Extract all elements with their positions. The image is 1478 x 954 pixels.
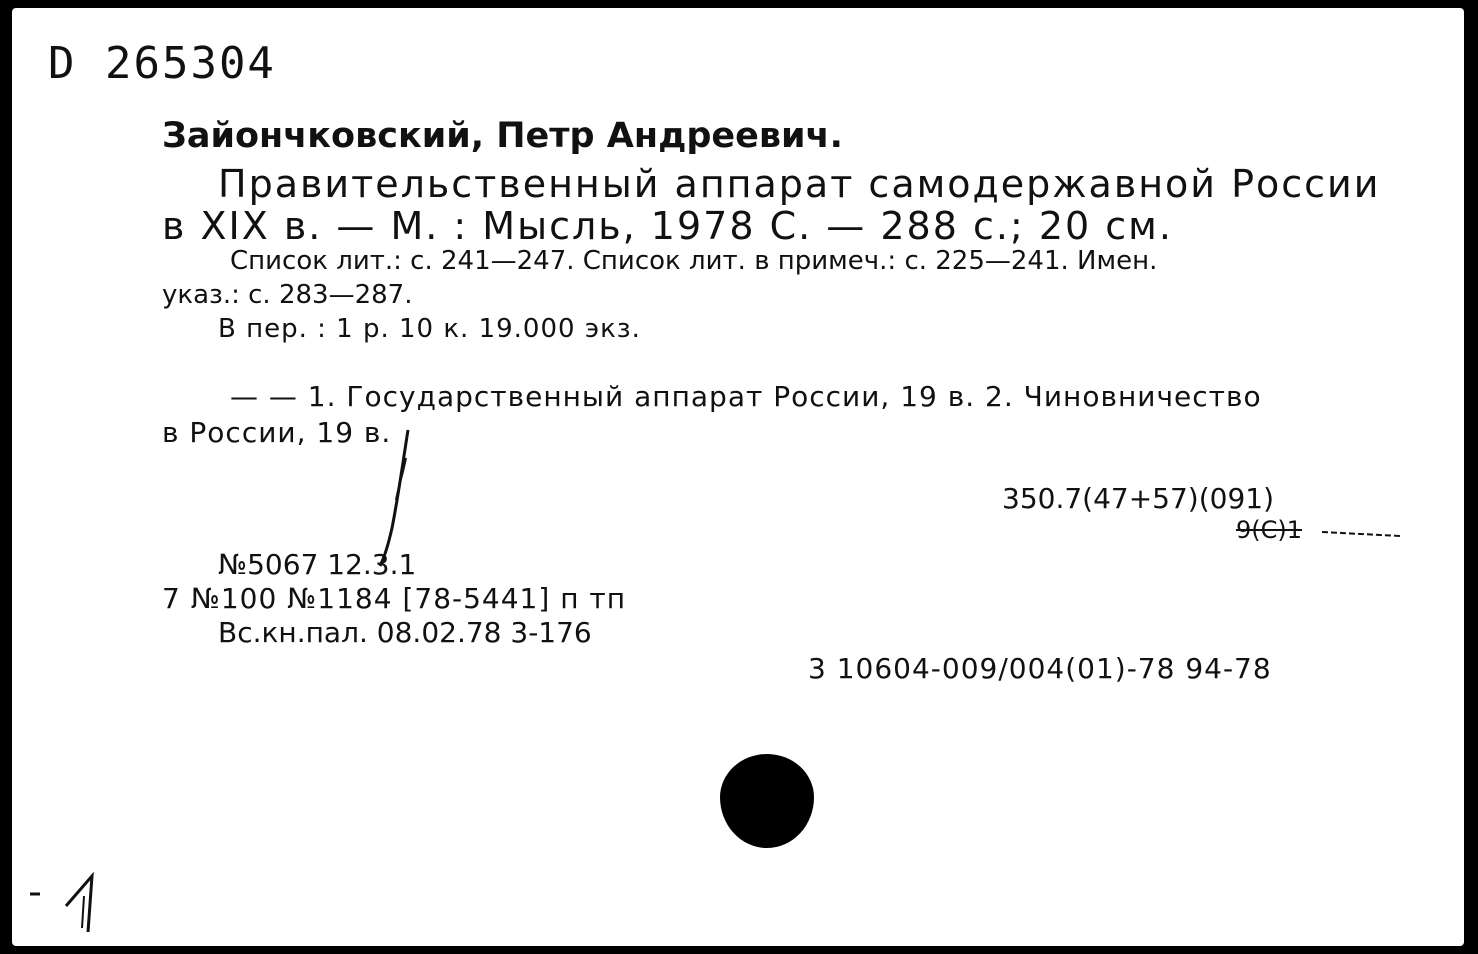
isbn-line: 3 10604-009/004(01)-78 94-78 [808, 652, 1272, 685]
handwritten-corner-mark [60, 866, 110, 936]
card-punch-hole [720, 754, 814, 848]
crossed-out-classification: 9(C)1 [1236, 516, 1303, 544]
subject-headings-line-2: в России, 19 в. [162, 416, 392, 449]
udc-classification: 350.7(47+57)(091) [1002, 482, 1275, 515]
catalog-card [12, 8, 1464, 946]
handwritten-line-mark [368, 428, 418, 568]
book-chamber-number: Вс.кн.пал. 08.02.78 3-176 [218, 616, 592, 649]
order-number: №5067 12.3.1 [218, 548, 417, 581]
call-number: D 265304 [48, 38, 276, 89]
bibliography-note-line-2: указ.: с. 283—287. [162, 280, 413, 310]
author-heading: Зайончковский, Петр Андреевич. [162, 116, 843, 156]
bibliography-note-line-1: Список лит.: с. 241—247. Список лит. в примеч.: с. 225—241. Имен. [230, 246, 1158, 276]
title-line-2: в XIX в. — М. : Мысль, 1978 С. — 288 с.; 20 см. [162, 204, 1173, 248]
strike-through-tail [1322, 524, 1402, 540]
title-line-1: Правительственный аппарат самодержавной России [218, 162, 1381, 206]
subject-headings-line-1: — — 1. Государственный аппарат России, 19 в. 2. Чиновничество [230, 380, 1262, 413]
print-info: 7 №100 №1184 [78-5441] п тп [162, 582, 627, 615]
binding-price-note: В пер. : 1 р. 10 к. 19.000 экз. [218, 314, 641, 344]
